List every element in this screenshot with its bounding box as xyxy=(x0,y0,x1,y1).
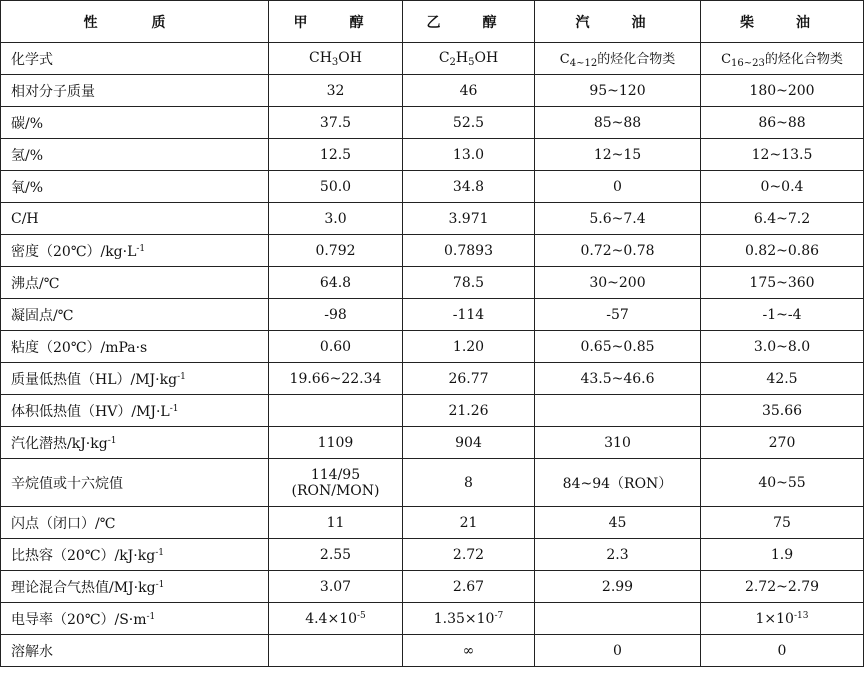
cell-ethanol: 78.5 xyxy=(403,267,535,299)
cell-diesel: $1\times 10^{-13}$ xyxy=(701,603,864,635)
row-label: 闪点（闭口）/℃ xyxy=(1,507,269,539)
cell-methanol: 50.0 xyxy=(269,171,403,203)
cell-ethanol: 21 xyxy=(403,507,535,539)
cell-ethanol: 3.971 xyxy=(403,203,535,235)
cell-methanol: 2.55 xyxy=(269,539,403,571)
formula-methanol: $CH_3OH$ xyxy=(269,43,403,75)
cell-gasoline xyxy=(535,603,701,635)
cell-methanol: -98 xyxy=(269,299,403,331)
cell-ethanol: 21.26 xyxy=(403,395,535,427)
header-methanol: 甲 醇 xyxy=(269,1,403,43)
cell-diesel: 35.66 xyxy=(701,395,864,427)
cell-methanol xyxy=(269,635,403,667)
cell-ethanol: 13.0 xyxy=(403,139,535,171)
cell-ethanol: 904 xyxy=(403,427,535,459)
cell-ethanol: 0.7893 xyxy=(403,235,535,267)
cell-diesel: 2.72~2.79 xyxy=(701,571,864,603)
cell-diesel: 270 xyxy=(701,427,864,459)
cell-diesel: 3.0~8.0 xyxy=(701,331,864,363)
cell-ethanol: 26.77 xyxy=(403,363,535,395)
cell-gasoline: 85~88 xyxy=(535,107,701,139)
cell-ethanol: ∞ xyxy=(403,635,535,667)
table-row xyxy=(1,459,864,507)
cell-methanol: 3.0 xyxy=(269,203,403,235)
cell-methanol: 11 xyxy=(269,507,403,539)
header-diesel: 柴 油 xyxy=(701,1,864,43)
cell-methanol: 114/95 (RON/MON) xyxy=(269,459,403,507)
cell-gasoline: 2.3 xyxy=(535,539,701,571)
cell-methanol: 19.66~22.34 xyxy=(269,363,403,395)
cell-methanol xyxy=(269,395,403,427)
table-row xyxy=(1,267,864,299)
row-label: C/H xyxy=(1,203,269,235)
cell-diesel: 0 xyxy=(701,635,864,667)
table-row xyxy=(1,75,864,107)
cell-diesel: 75 xyxy=(701,507,864,539)
table-row xyxy=(1,539,864,571)
table-row xyxy=(1,139,864,171)
table-row xyxy=(1,603,864,635)
cell-gasoline: 30~200 xyxy=(535,267,701,299)
table-row xyxy=(1,395,864,427)
table-row xyxy=(1,235,864,267)
cell-diesel: 40~55 xyxy=(701,459,864,507)
row-label: 理论混合气热值$/MJ\cdot kg^{-1}$ xyxy=(1,571,269,603)
row-label: 粘度（20℃）/mPa·s xyxy=(1,331,269,363)
cell-gasoline: 2.99 xyxy=(535,571,701,603)
table-row xyxy=(1,171,864,203)
cell-gasoline: 0 xyxy=(535,171,701,203)
row-label: 氢/% xyxy=(1,139,269,171)
table-row xyxy=(1,331,864,363)
cell-diesel: 86~88 xyxy=(701,107,864,139)
cell-diesel: 6.4~7.2 xyxy=(701,203,864,235)
formula-diesel: $C_{16\sim 23}$的烃化合物类 xyxy=(701,43,864,75)
cell-gasoline: 45 xyxy=(535,507,701,539)
row-label: 体积低热值$(HV)/MJ\cdot L^{-1}$ xyxy=(1,395,269,427)
cell-methanol: 1109 xyxy=(269,427,403,459)
table-row xyxy=(1,363,864,395)
cell-ethanol: -114 xyxy=(403,299,535,331)
cell-methanol: 3.07 xyxy=(269,571,403,603)
cell-methanol: 64.8 xyxy=(269,267,403,299)
cell-diesel: -1~-4 xyxy=(701,299,864,331)
row-label: 相对分子质量 xyxy=(1,75,269,107)
row-label: 质量低热值$(HL)/MJ\cdot kg^{-1}$ xyxy=(1,363,269,395)
cell-diesel: 180~200 xyxy=(701,75,864,107)
cell-methanol: 0.792 xyxy=(269,235,403,267)
cell-gasoline: 12~15 xyxy=(535,139,701,171)
formula-gasoline: $C_{4\sim 12}$的烃化合物类 xyxy=(535,43,701,75)
cell-gasoline xyxy=(535,395,701,427)
cell-gasoline: 43.5~46.6 xyxy=(535,363,701,395)
cell-diesel: 12~13.5 xyxy=(701,139,864,171)
cell-methanol: 32 xyxy=(269,75,403,107)
cell-diesel: 175~360 xyxy=(701,267,864,299)
formula-ethanol: $C_2H_5OH$ xyxy=(403,43,535,75)
table-row xyxy=(1,571,864,603)
row-label: 溶解水 xyxy=(1,635,269,667)
table-row xyxy=(1,507,864,539)
header-gasoline: 汽 油 xyxy=(535,1,701,43)
header-row xyxy=(1,1,864,43)
table-row xyxy=(1,635,864,667)
cell-ethanol: 2.67 xyxy=(403,571,535,603)
cell-ethanol: 34.8 xyxy=(403,171,535,203)
cell-gasoline: 0.65~0.85 xyxy=(535,331,701,363)
row-label: 比热容$(20℃)/kJ\cdot kg^{-1}$ xyxy=(1,539,269,571)
table-row xyxy=(1,107,864,139)
table-row xyxy=(1,203,864,235)
cell-diesel: 0~0.4 xyxy=(701,171,864,203)
row-label: 汽化潜热$/kJ\cdot kg^{-1}$ xyxy=(1,427,269,459)
row-label: 电导率$(20℃)/S\cdot m^{-1}$ xyxy=(1,603,269,635)
table-row-formula xyxy=(1,43,864,75)
cell-ethanol: 46 xyxy=(403,75,535,107)
cell-gasoline: 95~120 xyxy=(535,75,701,107)
cell-gasoline: 310 xyxy=(535,427,701,459)
cell-methanol: 12.5 xyxy=(269,139,403,171)
cell-ethanol: 8 xyxy=(403,459,535,507)
cell-methanol: 0.60 xyxy=(269,331,403,363)
cell-gasoline: -57 xyxy=(535,299,701,331)
cell-methanol: 37.5 xyxy=(269,107,403,139)
row-label: 沸点/℃ xyxy=(1,267,269,299)
row-label: 辛烷值或十六烷值 xyxy=(1,459,269,507)
row-label: 碳/% xyxy=(1,107,269,139)
cell-gasoline: 0.72~0.78 xyxy=(535,235,701,267)
cell-ethanol: 2.72 xyxy=(403,539,535,571)
cell-methanol: $4.4\times 10^{-5}$ xyxy=(269,603,403,635)
table-row xyxy=(1,299,864,331)
table-row xyxy=(1,427,864,459)
cell-diesel: 1.9 xyxy=(701,539,864,571)
cell-gasoline: 84~94（RON） xyxy=(535,459,701,507)
cell-ethanol: $1.35\times 10^{-7}$ xyxy=(403,603,535,635)
header-ethanol: 乙 醇 xyxy=(403,1,535,43)
row-label: 凝固点/℃ xyxy=(1,299,269,331)
cell-diesel: 0.82~0.86 xyxy=(701,235,864,267)
row-label: 密度$(20℃)/kg\cdot L^{-1}$ xyxy=(1,235,269,267)
cell-ethanol: 1.20 xyxy=(403,331,535,363)
cell-diesel: 42.5 xyxy=(701,363,864,395)
cell-gasoline: 5.6~7.4 xyxy=(535,203,701,235)
header-property: 性 质 xyxy=(1,1,269,43)
cell-gasoline: 0 xyxy=(535,635,701,667)
row-label: 氧/% xyxy=(1,171,269,203)
cell-ethanol: 52.5 xyxy=(403,107,535,139)
row-label: 化学式 xyxy=(1,43,269,75)
